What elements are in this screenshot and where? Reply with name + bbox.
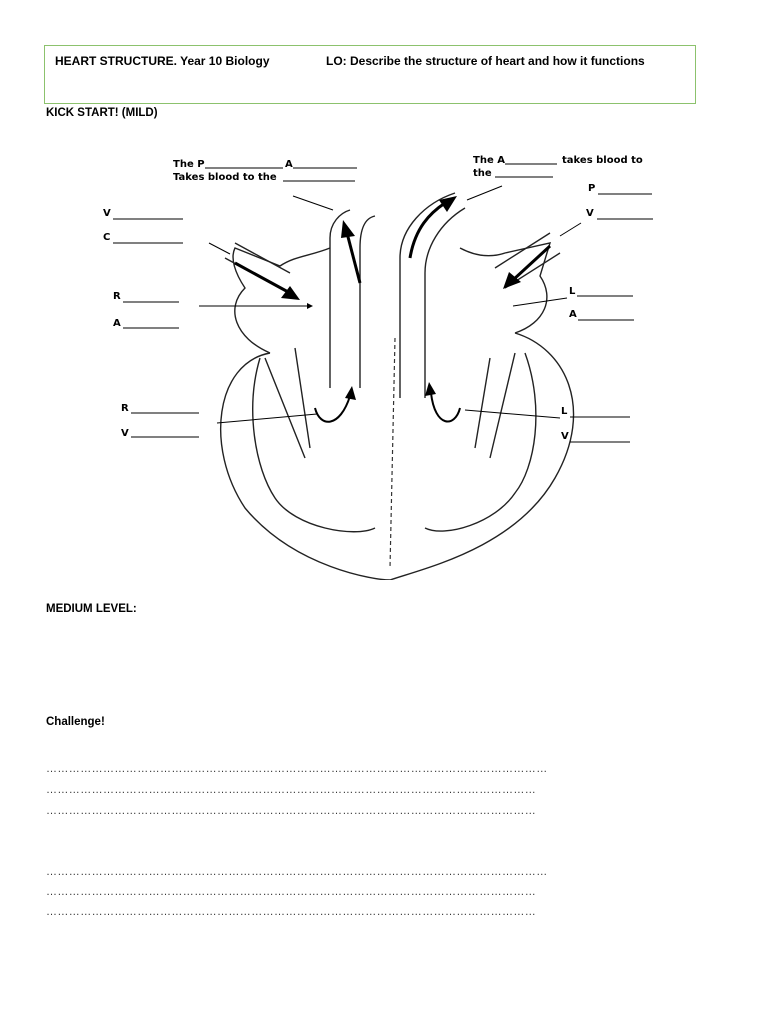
flow-arrow-vena-cava (235, 263, 290, 293)
left-valve (475, 353, 515, 458)
label-top-left-line2: Takes blood to the (173, 172, 277, 183)
label-top-right-a: The A (473, 155, 505, 166)
flow-arrowhead-pulmonary (341, 220, 355, 238)
pulmonary-artery (330, 210, 375, 388)
flow-arrowhead-left-ventricle (425, 382, 436, 396)
label-left-r: R (113, 291, 121, 302)
answer-line-6[interactable]: ………………………………………………………………………………………………………………… (46, 906, 537, 918)
answer-line-2[interactable]: ………………………………………………………………………………………………………………… (46, 784, 537, 796)
label-right-v2: V (561, 431, 569, 442)
flow-arrow-pulmonary (347, 233, 360, 283)
pulmonary-vein (495, 233, 560, 288)
answer-line-4[interactable]: …………………………………………………………………………………………………………………… (46, 866, 548, 878)
kick-start-heading: KICK START! (MILD) (46, 107, 158, 119)
left-ventricle-wall (425, 353, 536, 531)
label-left-v: V (103, 208, 111, 219)
label-right-l: L (569, 286, 576, 297)
right-valve (265, 348, 310, 458)
label-top-right-line2: the (473, 168, 492, 179)
medium-level-heading: MEDIUM LEVEL: (46, 603, 137, 615)
right-ventricle-wall (253, 358, 375, 532)
right-atrium-wall (233, 248, 330, 353)
label-left-v2: V (121, 428, 129, 439)
flow-arrowhead-right-ventricle (345, 386, 356, 400)
heart-diagram (95, 148, 675, 580)
answer-line-1[interactable]: …………………………………………………………………………………………………………………… (46, 763, 548, 775)
label-top-right-b: takes blood to (562, 155, 643, 166)
flow-arrow-right-ventricle (315, 396, 350, 422)
label-right-v: V (586, 208, 594, 219)
worksheet-title: HEART STRUCTURE. Year 10 Biology (55, 54, 270, 68)
septum (390, 338, 395, 568)
learning-objective: LO: Describe the structure of heart and how it functions (326, 54, 645, 68)
label-right-l2: L (561, 406, 568, 417)
label-left-c: C (103, 232, 111, 243)
answer-line-3[interactable]: ………………………………………………………………………………………………………………… (46, 805, 537, 817)
label-top-left-b: A (285, 159, 293, 170)
aorta (400, 193, 465, 398)
label-right-p: P (588, 183, 596, 194)
label-left-a: A (113, 318, 121, 329)
challenge-heading: Challenge! (46, 716, 105, 728)
header-box (44, 45, 696, 104)
label-right-a: A (569, 309, 577, 320)
answer-line-5[interactable]: ………………………………………………………………………………………………………………… (46, 886, 537, 898)
label-top-left-a: The P (173, 159, 205, 170)
label-left-r2: R (121, 403, 129, 414)
flow-arrow-left-ventricle (431, 393, 460, 422)
heart-outline (221, 333, 574, 580)
